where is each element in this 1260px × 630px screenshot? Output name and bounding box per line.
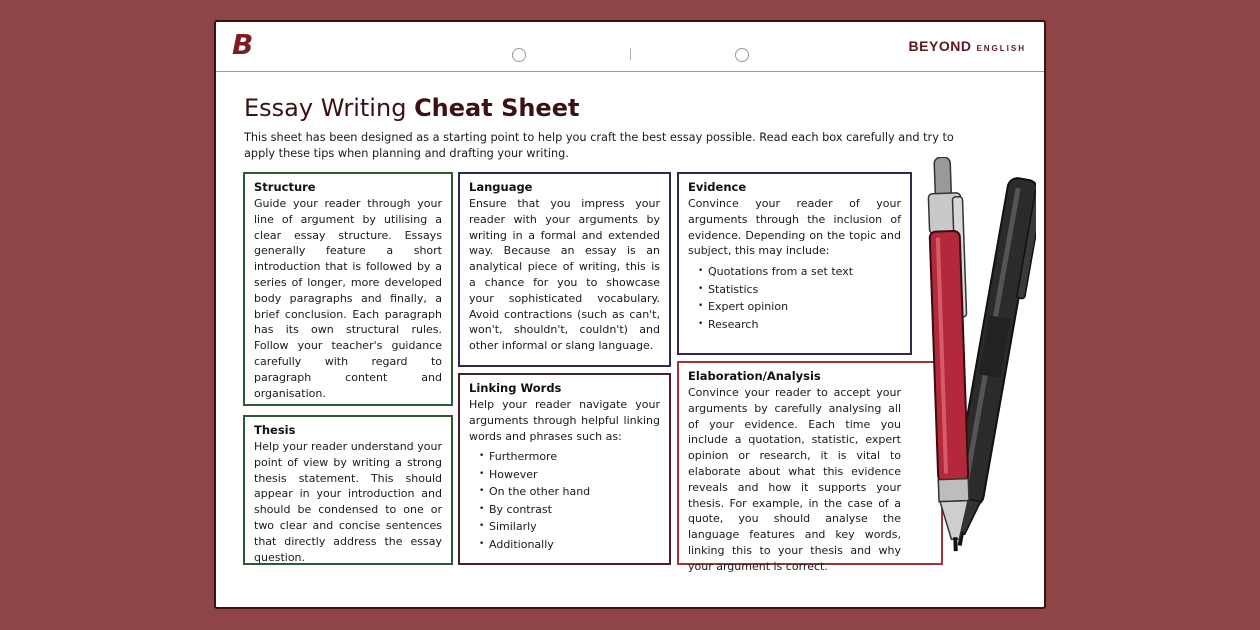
header-bar: [216, 22, 1044, 72]
thesis-heading: Thesis: [254, 423, 296, 437]
cheat-sheet-page: [214, 20, 1046, 609]
brand-name: BEYOND: [908, 38, 972, 54]
evidence-list: [688, 263, 901, 333]
structure-heading: Structure: [254, 180, 316, 194]
beyond-b-logo-icon[interactable]: B: [232, 28, 254, 61]
elaboration-body: Convince your reader to accept your arguments by carefully analysing all of your evidence. Each time you include a quotation, statistic, expert opinion or research, it is vital to elaborate about what this evidence reveals and how it supports your thesis. For example, in the case of a quote, you should analyse the language features and key words, linking this to your thesis and why your argument is correct.: [688, 386, 901, 573]
evidence-body: Convince your reader of your arguments through the inclusion of evidence. Depending on the topic and subject, this may include:: [688, 197, 901, 258]
list-item: • On the other hand: [479, 483, 660, 501]
linking-list: [469, 448, 660, 553]
binder-hole-icon: [512, 48, 526, 62]
evidence-box: [677, 172, 912, 355]
structure-box: [243, 172, 453, 406]
linking-body: Help your reader navigate your arguments through helpful linking words and phrases such as:: [469, 398, 660, 443]
language-body: Ensure that you impress your reader with your arguments by writing in a formal and extended way. Because an essay is an analytical piece of writing, this is a chance for you to showcase your sophisticated vocabulary. Avoid contractions (such as can't, won't, shouldn't, couldn't) and other informal or slang language.: [469, 197, 660, 353]
list-item: • However: [479, 466, 660, 484]
title-bold: Cheat Sheet: [414, 94, 580, 122]
structure-body: Guide your reader through your line of argument by utilising a clear essay structure. Essays generally feature a short introduction that is followed by a series of longer, more developed body paragraphs and finally, a brief conclusion. Each paragraph has its own structural rules. Follow your teacher's guidance carefully with regard to paragraph content and organisation.: [254, 197, 442, 400]
brand-sub: ENGLISH: [976, 44, 1026, 53]
language-box: [458, 172, 671, 367]
title-light: Essay Writing: [244, 94, 415, 122]
brand-wordmark[interactable]: [909, 38, 1026, 54]
list-item: • Furthermore: [479, 448, 660, 466]
page-divider-tick: [630, 48, 631, 60]
elaboration-heading: Elaboration/Analysis: [688, 369, 821, 383]
list-item: • Expert opinion: [698, 298, 901, 316]
list-item: • Statistics: [698, 281, 901, 299]
binder-hole-icon: [735, 48, 749, 62]
evidence-heading: Evidence: [688, 180, 747, 194]
list-item: • By contrast: [479, 501, 660, 519]
intro-text: This sheet has been designed as a starting point to help you craft the best essay possible. Read each box carefully and try to apply these tips when planning and drafting your writing.: [244, 131, 954, 160]
elaboration-box: [677, 361, 943, 573]
page-title: [244, 94, 579, 122]
pens-illustration-icon: [916, 157, 1036, 577]
list-item: • Additionally: [479, 536, 660, 554]
linking-heading: Linking Words: [469, 381, 562, 395]
list-item: • Similarly: [479, 518, 660, 536]
list-item: • Research: [698, 316, 901, 334]
thesis-body: Help your reader understand your point of view by writing a strong thesis statement. This should appear in your introduction and should be condensed to one or two clear and concise sentences that directly address the essay question.: [254, 440, 442, 564]
linking-words-box: [458, 373, 671, 565]
thesis-box: [243, 415, 453, 565]
language-heading: Language: [469, 180, 533, 194]
list-item: • Quotations from a set text: [698, 263, 901, 281]
